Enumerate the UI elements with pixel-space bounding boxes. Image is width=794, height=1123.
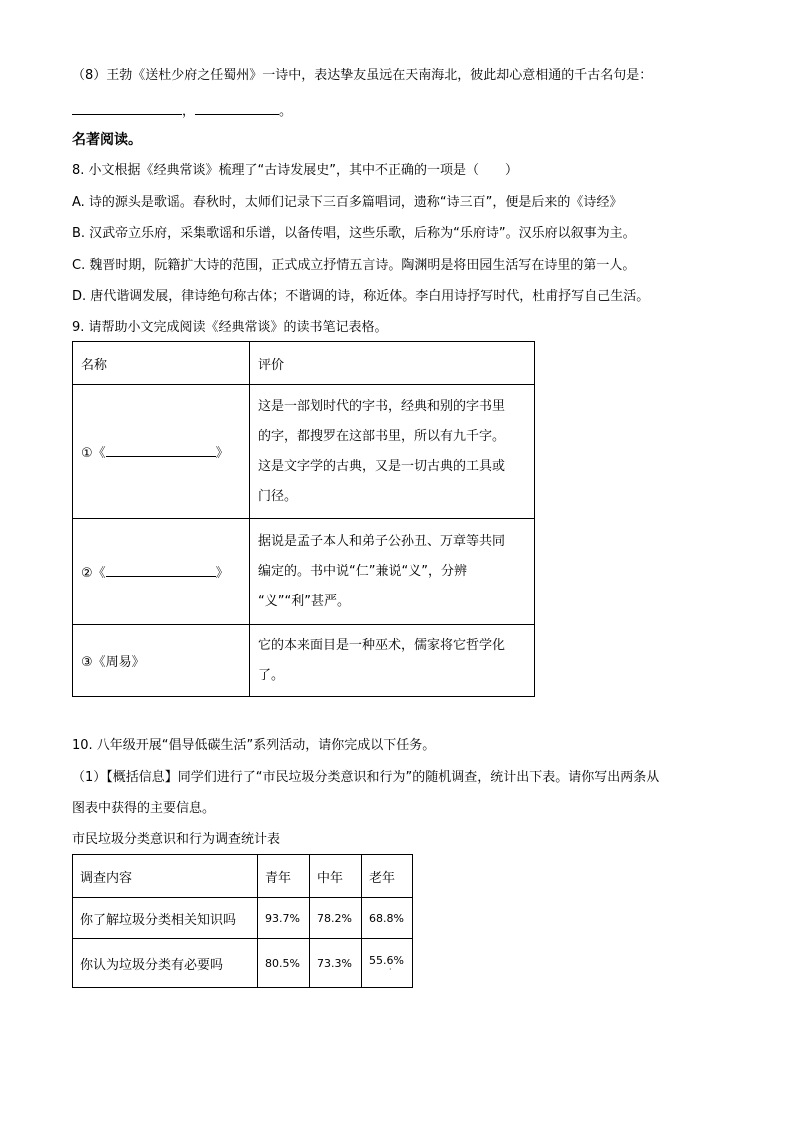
eval-line: 门径。 bbox=[258, 488, 298, 504]
header-youth: 青年 bbox=[258, 855, 310, 898]
row1-question: 你了解垃圾分类相关知识吗 bbox=[73, 898, 258, 939]
q8-option-a: A. 诗的源头是歌谣。春秋时，太师们记录下三百多篇唱词，遗称“诗三百”，便是后来的《诗经》 bbox=[72, 195, 623, 210]
eval-line: 的字，都搜罗在这部书里，所以有九千字。 bbox=[258, 428, 506, 444]
header-eval: 评价 bbox=[250, 342, 535, 385]
header-elderly: 老年 bbox=[362, 855, 413, 898]
eval-line: 这是文字学的古典，又是一切古典的工具或 bbox=[258, 458, 506, 474]
eval-line: 了。 bbox=[258, 667, 285, 683]
row2-name bbox=[73, 519, 250, 625]
answer-separator: ， bbox=[182, 104, 196, 119]
q8-option-b: B. 汉武帝立乐府，采集歌谣和乐谱，以备传唱，这些乐歌，后称为“乐府诗”。汉乐府以叙事为主。 bbox=[72, 226, 636, 241]
row1-prefix: ①《 bbox=[81, 446, 106, 461]
row2-question: 你认为垃圾分类有必要吗 bbox=[73, 939, 258, 988]
q10-sub1-line2: 图表中获得的主要信息。 bbox=[72, 801, 216, 816]
row2-elderly-value: 55.6% bbox=[369, 953, 404, 967]
eval-line: 据说是孟子本人和弟子公孙丑、万章等共同 bbox=[258, 533, 506, 549]
q8-stem: 8. 小文根据《经典常谈》梳理了“古诗发展史”，其中不正确的一项是（ ） bbox=[72, 163, 519, 178]
q7-8-answer-line bbox=[72, 100, 292, 122]
eval-line: “义”“利”甚严。 bbox=[258, 593, 350, 609]
row1-name-blank[interactable] bbox=[106, 442, 216, 457]
q7-8-text: （8）王勃《送杜少府之任蜀州》一诗中，表达挚友虽远在天南海北，彼此却心意相通的千古名句是： bbox=[72, 68, 653, 83]
row2-prefix: ②《 bbox=[81, 566, 106, 581]
row1-name bbox=[73, 385, 250, 519]
q8-option-c: C. 魏晋时期，阮籍扩大诗的范围，正式成立抒情五言诗。陶渊明是将田园生活写在诗里的第一人。 bbox=[72, 258, 636, 273]
reading-notes-table bbox=[72, 341, 535, 697]
row2-youth: 80.5% bbox=[258, 939, 310, 988]
q10-sub1-line1: （1）【概括信息】同学们进行了“市民垃圾分类意识和行为”的随机调查，统计出下表。请你写出两条从 bbox=[72, 770, 660, 785]
q10-stem: 10. 八年级开展“倡导低碳生活”系列活动，请你完成以下任务。 bbox=[72, 738, 436, 753]
eval-line: 这是一部划时代的字书，经典和别的字书里 bbox=[258, 398, 506, 414]
survey-table bbox=[72, 854, 413, 988]
row3-eval bbox=[250, 625, 535, 697]
q9-stem: 9. 请帮助小文完成阅读《经典常谈》的读书笔记表格。 bbox=[72, 320, 388, 335]
row2-eval bbox=[250, 519, 535, 625]
row2-name-blank[interactable] bbox=[106, 562, 216, 577]
q8-option-d: D. 唐代谐调发展，律诗绝句称古体；不谐调的诗，称近体。李白用诗抒写时代，杜甫抒写自己生活。 bbox=[72, 289, 650, 304]
row1-suffix: 》 bbox=[215, 446, 229, 461]
header-name: 名称 bbox=[73, 342, 250, 385]
row1-eval bbox=[250, 385, 535, 519]
answer-end: 。 bbox=[279, 104, 293, 119]
answer-blank-1[interactable] bbox=[72, 100, 182, 115]
row1-youth: 93.7% bbox=[258, 898, 310, 939]
row2-middle-age: 73.3% bbox=[310, 939, 362, 988]
row1-elderly: 68.8% bbox=[362, 898, 413, 939]
survey-table-title: 市民垃圾分类意识和行为调查统计表 bbox=[72, 832, 281, 847]
eval-line: 编定的。书中说“仁”兼说“义”，分辨 bbox=[258, 563, 467, 579]
header-middle-age: 中年 bbox=[310, 855, 362, 898]
row3-name: ③《周易》 bbox=[73, 625, 250, 697]
answer-blank-2[interactable] bbox=[195, 100, 279, 115]
section-title: 名著阅读。 bbox=[72, 132, 142, 148]
eval-line: 它的本来面目是一种巫术，儒家将它哲学化 bbox=[258, 637, 506, 653]
stray-dot: · bbox=[389, 964, 392, 974]
row2-suffix: 》 bbox=[215, 566, 229, 581]
row1-middle-age: 78.2% bbox=[310, 898, 362, 939]
row2-elderly bbox=[362, 939, 413, 988]
header-content: 调查内容 bbox=[73, 855, 258, 898]
